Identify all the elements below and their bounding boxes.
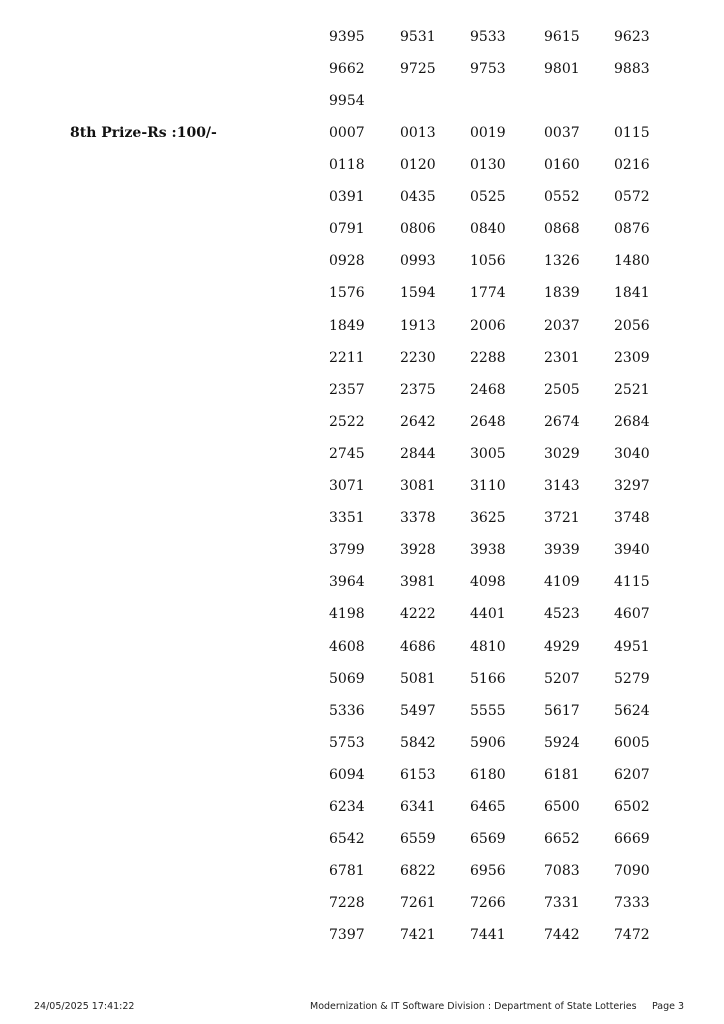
- ticket-number: 9533: [470, 29, 506, 45]
- ticket-number: 5924: [544, 734, 580, 751]
- ticket-number: 7442: [544, 927, 580, 944]
- ticket-number: 3378: [400, 510, 436, 527]
- ticket-number: 3939: [544, 542, 580, 559]
- number-row: [329, 380, 659, 412]
- ticket-number: 3110: [470, 478, 506, 495]
- footer-division: Modernization & IT Software Division : Department of State Lotteries: [310, 1001, 637, 1012]
- ticket-number: 0993: [400, 253, 436, 270]
- ticket-number: 5555: [470, 702, 506, 719]
- ticket-number: 2309: [614, 349, 650, 366]
- ticket-number: 4115: [614, 574, 650, 591]
- ticket-number: 5166: [470, 670, 506, 687]
- number-row: [329, 187, 659, 219]
- number-row: [329, 508, 659, 540]
- ticket-number: 6822: [400, 863, 436, 880]
- ticket-number: 3799: [329, 542, 365, 559]
- ticket-number: 4401: [470, 606, 506, 623]
- ticket-number: 3625: [470, 510, 506, 527]
- ticket-number: 3964: [329, 574, 365, 591]
- ticket-number: 3081: [400, 478, 436, 495]
- ticket-number: 1056: [470, 253, 506, 270]
- ticket-number: 7228: [329, 895, 365, 912]
- ticket-number: 7090: [614, 863, 650, 880]
- ticket-number: 7397: [329, 927, 365, 944]
- ticket-number: 0552: [544, 189, 580, 206]
- ticket-number: 2521: [614, 381, 650, 398]
- ticket-number: 4951: [614, 638, 650, 655]
- ticket-number: 9531: [400, 29, 436, 45]
- ticket-number: 6500: [544, 798, 580, 815]
- ticket-number: 4222: [400, 606, 436, 623]
- ticket-number: 7331: [544, 895, 580, 912]
- ticket-number: 0928: [329, 253, 365, 270]
- ticket-number: 3071: [329, 478, 365, 495]
- number-row: [329, 412, 659, 444]
- ticket-number: 0525: [470, 189, 506, 206]
- ticket-number: 3297: [614, 478, 650, 495]
- ticket-number: 2505: [544, 381, 580, 398]
- ticket-number: 5081: [400, 670, 436, 687]
- ticket-number: 5336: [329, 702, 365, 719]
- ticket-number: 0391: [329, 189, 365, 206]
- prize-title: 8th Prize-Rs :100/-: [70, 125, 217, 141]
- ticket-number: 6341: [400, 798, 436, 815]
- number-row: [329, 540, 659, 572]
- number-row: [329, 59, 659, 91]
- number-row: [329, 123, 659, 155]
- ticket-number: 3040: [614, 445, 650, 462]
- ticket-number: 4109: [544, 574, 580, 591]
- ticket-number: 2037: [544, 317, 580, 334]
- number-row: [329, 316, 659, 348]
- number-row: [329, 733, 659, 765]
- ticket-number: 2642: [400, 413, 436, 430]
- number-row: [329, 572, 659, 604]
- ticket-number: 9954: [329, 93, 365, 110]
- ticket-number: 6094: [329, 766, 365, 783]
- ticket-number: 5207: [544, 670, 580, 687]
- ticket-number: 2844: [400, 445, 436, 462]
- ticket-number: 0435: [400, 189, 436, 206]
- number-row: [329, 829, 659, 861]
- ticket-number: 1576: [329, 285, 365, 302]
- ticket-number: 1839: [544, 285, 580, 302]
- ticket-number: 6234: [329, 798, 365, 815]
- ticket-number: 2301: [544, 349, 580, 366]
- ticket-number: 6956: [470, 863, 506, 880]
- number-row: [329, 765, 659, 797]
- ticket-number: 6180: [470, 766, 506, 783]
- number-row: [329, 861, 659, 893]
- ticket-number: 9615: [544, 29, 580, 45]
- ticket-number: 5624: [614, 702, 650, 719]
- number-row: [329, 283, 659, 315]
- ticket-number: 7472: [614, 927, 650, 944]
- ticket-number: 0876: [614, 221, 650, 238]
- ticket-number: 3143: [544, 478, 580, 495]
- ticket-number: 1849: [329, 317, 365, 334]
- prize-number-grid: [329, 123, 659, 957]
- ticket-number: 9801: [544, 61, 580, 78]
- ticket-number: 1913: [400, 317, 436, 334]
- number-row: [329, 476, 659, 508]
- ticket-number: 2375: [400, 381, 436, 398]
- ticket-number: 3721: [544, 510, 580, 527]
- ticket-number: 4198: [329, 606, 365, 623]
- ticket-number: 3351: [329, 510, 365, 527]
- ticket-number: 7421: [400, 927, 436, 944]
- ticket-number: 4607: [614, 606, 650, 623]
- ticket-number: 5279: [614, 670, 650, 687]
- ticket-number: 9395: [329, 29, 365, 45]
- number-row: [329, 669, 659, 701]
- ticket-number: 6559: [400, 831, 436, 848]
- ticket-number: 4098: [470, 574, 506, 591]
- ticket-number: 2006: [470, 317, 506, 334]
- ticket-number: 0572: [614, 189, 650, 206]
- number-row: [329, 444, 659, 476]
- footer-timestamp: 24/05/2025 17:41:22: [34, 1001, 135, 1012]
- ticket-number: 0120: [400, 157, 436, 174]
- ticket-number: 0216: [614, 157, 650, 174]
- ticket-number: 0806: [400, 221, 436, 238]
- number-row: [329, 925, 659, 957]
- ticket-number: 4523: [544, 606, 580, 623]
- ticket-number: 5069: [329, 670, 365, 687]
- ticket-number: 0115: [614, 125, 650, 141]
- number-row: [329, 348, 659, 380]
- number-row: [329, 155, 659, 187]
- ticket-number: 2230: [400, 349, 436, 366]
- ticket-number: 9725: [400, 61, 436, 78]
- ticket-number: 9883: [614, 61, 650, 78]
- ticket-number: 7261: [400, 895, 436, 912]
- ticket-number: 5753: [329, 734, 365, 751]
- ticket-number: 2745: [329, 445, 365, 462]
- number-row: [329, 251, 659, 283]
- number-row: [329, 701, 659, 733]
- ticket-number: 6542: [329, 831, 365, 848]
- ticket-number: 6153: [400, 766, 436, 783]
- number-row: [329, 893, 659, 925]
- ticket-number: 3029: [544, 445, 580, 462]
- ticket-number: 7441: [470, 927, 506, 944]
- ticket-number: 0118: [329, 157, 365, 174]
- ticket-number: 0791: [329, 221, 365, 238]
- ticket-number: 2674: [544, 413, 580, 430]
- ticket-number: 6781: [329, 863, 365, 880]
- ticket-number: 0019: [470, 125, 506, 141]
- ticket-number: 2056: [614, 317, 650, 334]
- ticket-number: 6207: [614, 766, 650, 783]
- ticket-number: 7083: [544, 863, 580, 880]
- number-row: [329, 91, 659, 123]
- ticket-number: 6465: [470, 798, 506, 815]
- number-row: [329, 604, 659, 636]
- ticket-number: 6005: [614, 734, 650, 751]
- ticket-number: 3940: [614, 542, 650, 559]
- number-row: [329, 637, 659, 669]
- footer-page-number: Page 3: [652, 1001, 685, 1012]
- ticket-number: 2522: [329, 413, 365, 430]
- ticket-number: 4929: [544, 638, 580, 655]
- ticket-number: 1326: [544, 253, 580, 270]
- ticket-number: 7333: [614, 895, 650, 912]
- ticket-number: 5842: [400, 734, 436, 751]
- ticket-number: 3938: [470, 542, 506, 559]
- ticket-number: 2288: [470, 349, 506, 366]
- ticket-number: 9662: [329, 61, 365, 78]
- ticket-number: 3748: [614, 510, 650, 527]
- ticket-number: 0130: [470, 157, 506, 174]
- ticket-number: 3005: [470, 445, 506, 462]
- ticket-number: 2211: [329, 349, 365, 366]
- ticket-number: 6652: [544, 831, 580, 848]
- ticket-number: 0840: [470, 221, 506, 238]
- ticket-number: 4810: [470, 638, 506, 655]
- ticket-number: 7266: [470, 895, 506, 912]
- ticket-number: 5497: [400, 702, 436, 719]
- ticket-number: 6502: [614, 798, 650, 815]
- number-row: [329, 219, 659, 251]
- ticket-number: 2357: [329, 381, 365, 398]
- ticket-number: 4686: [400, 638, 436, 655]
- ticket-number: 6669: [614, 831, 650, 848]
- ticket-number: 6569: [470, 831, 506, 848]
- ticket-number: 0868: [544, 221, 580, 238]
- ticket-number: 9623: [614, 29, 650, 45]
- ticket-number: 2648: [470, 413, 506, 430]
- ticket-number: 0007: [329, 125, 365, 141]
- ticket-number: 1480: [614, 253, 650, 270]
- number-row: [329, 797, 659, 829]
- ticket-number: 9753: [470, 61, 506, 78]
- ticket-number: 1841: [614, 285, 650, 302]
- ticket-number: 2684: [614, 413, 650, 430]
- continued-number-grid: [329, 27, 659, 123]
- number-row: [329, 27, 659, 59]
- ticket-number: 6181: [544, 766, 580, 783]
- ticket-number: 5906: [470, 734, 506, 751]
- ticket-number: 3928: [400, 542, 436, 559]
- ticket-number: 2468: [470, 381, 506, 398]
- ticket-number: 3981: [400, 574, 436, 591]
- ticket-number: 1594: [400, 285, 436, 302]
- ticket-number: 5617: [544, 702, 580, 719]
- ticket-number: 0037: [544, 125, 580, 141]
- ticket-number: 0013: [400, 125, 436, 141]
- ticket-number: 0160: [544, 157, 580, 174]
- ticket-number: 1774: [470, 285, 506, 302]
- ticket-number: 4608: [329, 638, 365, 655]
